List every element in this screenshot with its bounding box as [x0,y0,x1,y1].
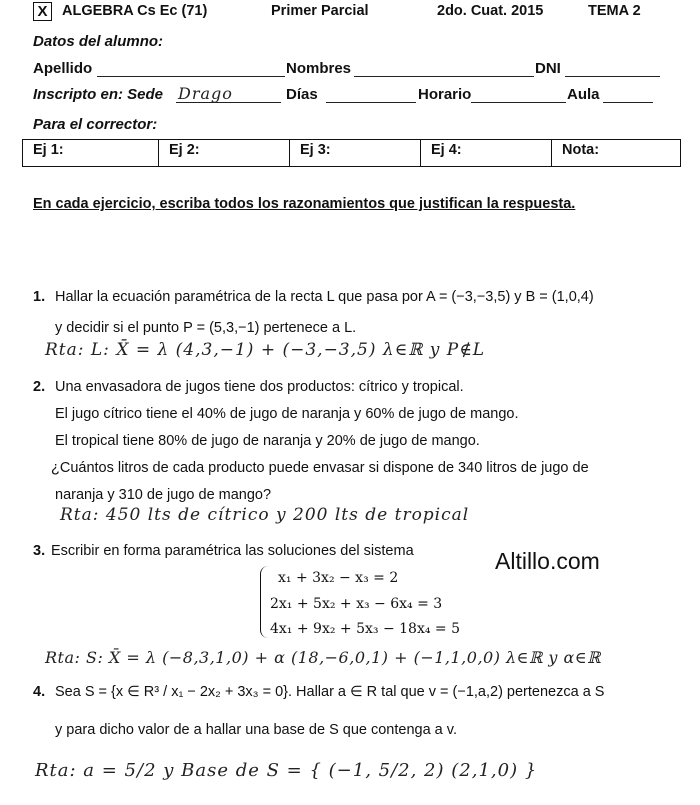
aula-line [603,102,653,103]
nombres-line [354,76,534,77]
course-name: ALGEBRA Cs Ec (71) [62,3,208,19]
q2-text-line5: naranja y 310 de jugo de mango? [55,487,272,503]
dias-label: Días [286,86,318,103]
corrector-title: Para el corrector: [33,116,158,133]
exam-name: Primer Parcial [271,3,369,19]
grade-cell-ej4: Ej 4: [421,140,552,167]
q1-handwritten-answer: Rta: L: X̄ = λ (4,3,−1) + (−3,−3,5) λ∈ℝ y P∉L [45,340,486,360]
dni-label: DNI [535,60,561,77]
horario-line [471,102,566,103]
nombres-label: Nombres [286,60,352,77]
apellido-label: Apellido [33,60,93,77]
corrector-table [22,139,681,167]
q1-text-line1: Hallar la ecuación paramétrica de la recta L que pasa por A = (−3,−3,5) y B = (1,0,4) [55,289,594,305]
q4-handwritten-answer: Rta: a = 5/2 y Base de S = { (−1, 5/2, 2) (2,1,0) } [35,760,538,781]
inscripto-label: Inscripto en: Sede [33,86,164,103]
course-checkbox: X [33,2,52,21]
q4-number: 4. [33,684,46,700]
dni-line [565,76,660,77]
exam-tema: TEMA 2 [588,3,641,19]
q3-handwritten-answer: Rta: S: X̄ = λ (−8,3,1,0) + α (18,−6,0,1) + (−1,1,0,0) λ∈ℝ y α∈ℝ [45,648,601,667]
sede-line [176,102,281,103]
q3-number: 3. [33,543,46,559]
instruction-text: En cada ejercicio, escriba todos los razonamientos que justifican la respuesta. [33,196,576,212]
altillo-watermark: Altillo.com [495,548,600,574]
grade-cell-ej2: Ej 2: [159,140,290,167]
q2-number: 2. [33,379,46,395]
q2-text-line2: El jugo cítrico tiene el 40% de jugo de naranja y 60% de jugo de mango. [55,406,519,422]
q1-text-line2: y decidir si el punto P = (5,3,−1) pertenece a L. [55,320,357,336]
sede-handwritten: Drago [178,84,233,103]
horario-label: Horario [418,86,472,103]
q3-text-line1: Escribir en forma paramétrica las soluciones del sistema [51,543,414,559]
q3-equation-3: 4x₁ + 9x₂ + 5x₃ − 18x₄ = 5 [270,621,460,637]
q3-equation-1: x₁ + 3x₂ − x₃ = 2 [278,570,399,586]
q1-number: 1. [33,289,46,305]
exam-term: 2do. Cuat. 2015 [437,3,544,19]
q2-handwritten-answer: Rta: 450 lts de cítrico y 200 lts de tropical [60,505,470,525]
aula-label: Aula [567,86,600,103]
grade-cell-nota: Nota: [552,140,681,167]
q4-text-line2: y para dicho valor de a hallar una base de S que contenga a v. [55,722,457,738]
apellido-line [97,76,285,77]
student-section-title: Datos del alumno: [33,33,164,50]
dias-line [326,102,416,103]
q2-text-line1: Una envasadora de jugos tiene dos productos: cítrico y tropical. [55,379,464,395]
q3-equation-2: 2x₁ + 5x₂ + x₃ − 6x₄ = 3 [270,596,443,612]
q2-text-line4: ¿Cuántos litros de cada producto puede envasar si dispone de 340 litros de jugo de [51,460,589,476]
grade-cell-ej3: Ej 3: [290,140,421,167]
grade-cell-ej1: Ej 1: [23,140,159,167]
q4-text-line1: Sea S = {x ∈ R³ / x₁ − 2x₂ + 3x₃ = 0}. Hallar a ∈ R tal que v = (−1,a,2) pertenezca a S [55,684,605,700]
q2-text-line3: El tropical tiene 80% de jugo de naranja y 20% de jugo de mango. [55,433,480,449]
